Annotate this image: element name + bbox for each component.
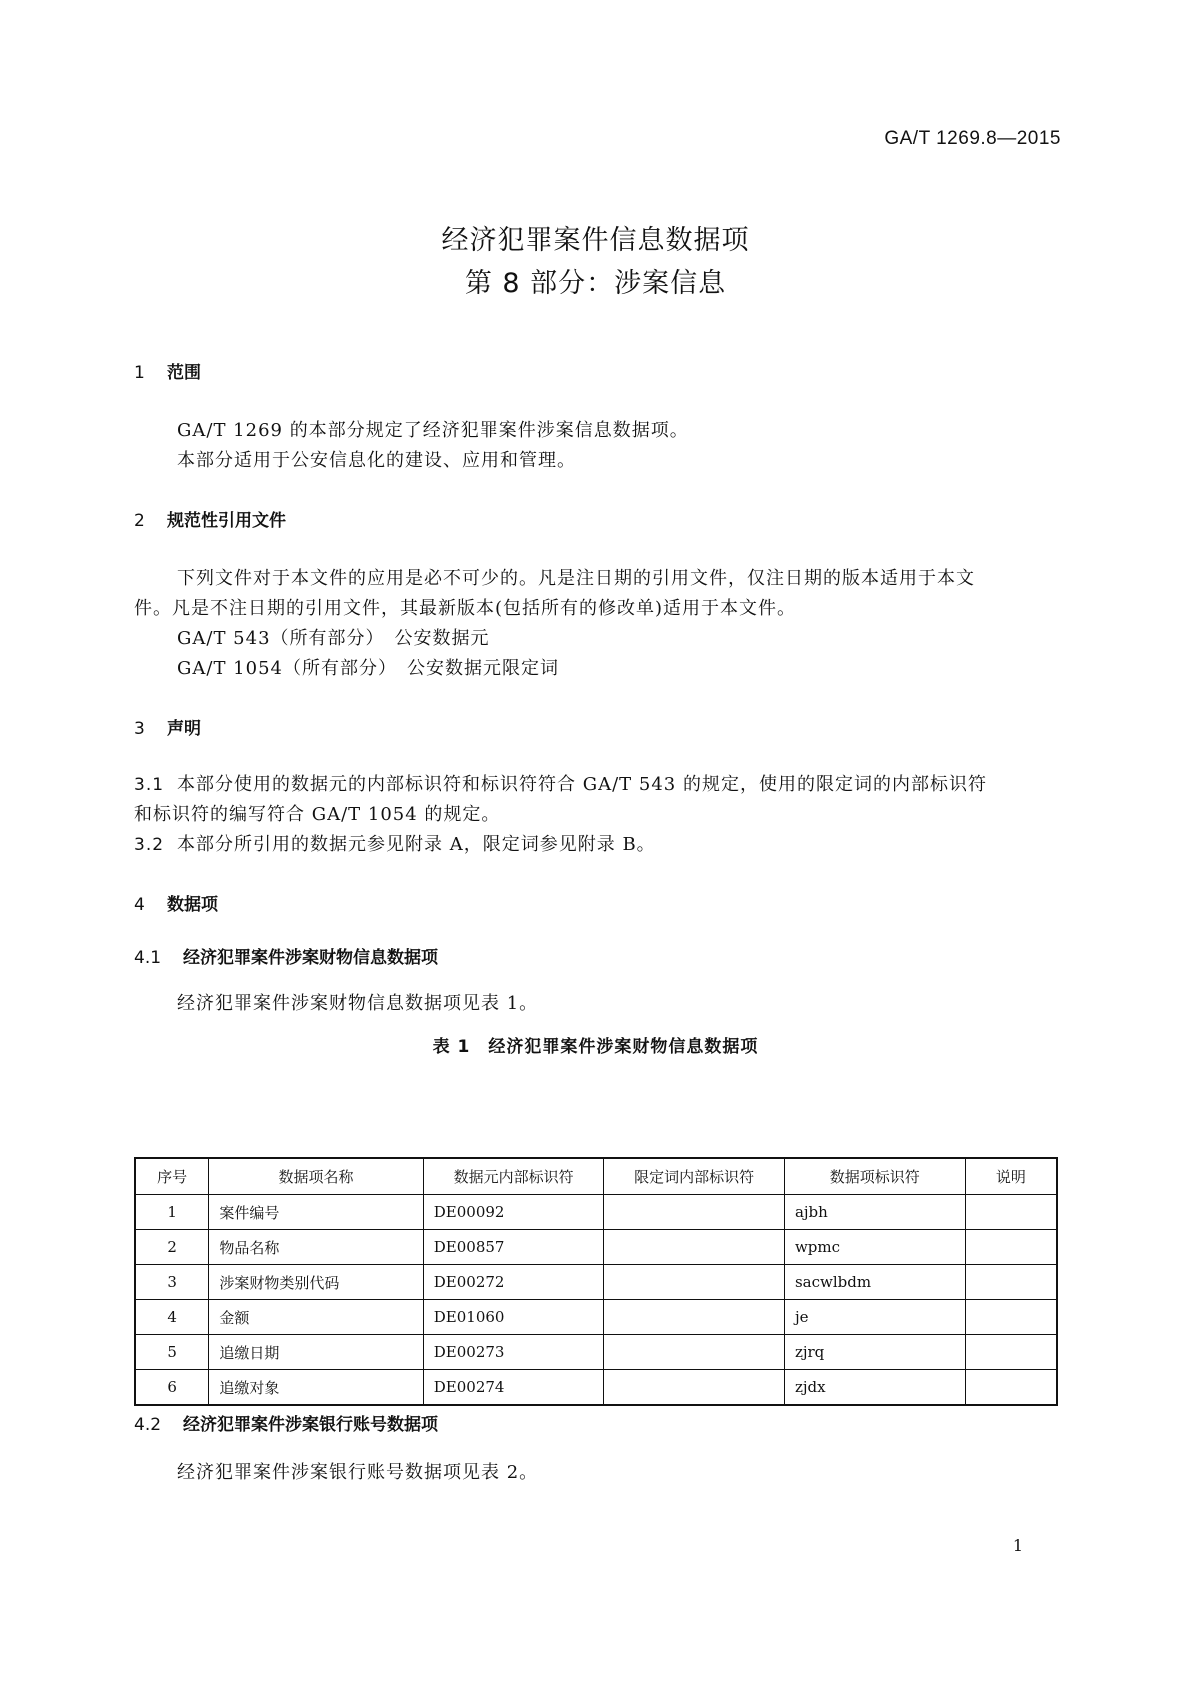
cell-qualifier-id (604, 1300, 785, 1335)
subsection-title: 经济犯罪案件涉案财物信息数据项 (183, 948, 438, 968)
cell-index: 5 (135, 1335, 209, 1370)
section-number: 4 (134, 895, 145, 915)
paragraph: GA/T 1269 的本部分规定了经济犯罪案件涉案信息数据项。 (177, 420, 689, 441)
reference-item: GA/T 1054（所有部分） 公安数据元限定词 (177, 658, 559, 679)
cell-element-id: DE01060 (423, 1300, 604, 1335)
section-title: 声明 (167, 719, 201, 739)
cell-index: 4 (135, 1300, 209, 1335)
cell-qualifier-id (604, 1195, 785, 1230)
cell-element-id: DE00272 (423, 1265, 604, 1300)
page-number: 1 (1012, 1536, 1023, 1555)
column-header: 数据项标识符 (784, 1158, 965, 1195)
clause-text: 本部分使用的数据元的内部标识符和标识符符合 GA/T 543 的规定，使用的限定词的内部标识符 (177, 774, 987, 795)
cell-note (965, 1370, 1057, 1406)
cell-qualifier-id (604, 1265, 785, 1300)
cell-element-id: DE00092 (423, 1195, 604, 1230)
cell-item-identifier: wpmc (784, 1230, 965, 1265)
cell-note (965, 1265, 1057, 1300)
cell-index: 3 (135, 1265, 209, 1300)
cell-item-identifier: ajbh (784, 1195, 965, 1230)
table-row (135, 1195, 1057, 1230)
paragraph: 经济犯罪案件涉案银行账号数据项见表 2。 (177, 1462, 539, 1483)
subsection-4-2-heading (134, 1410, 438, 1435)
table-caption: 表 1 经济犯罪案件涉案财物信息数据项 (432, 1037, 759, 1057)
clause-3-2 (134, 830, 656, 856)
cell-item-identifier: zjrq (784, 1335, 965, 1370)
cell-item-identifier: je (784, 1300, 965, 1335)
cell-item-name: 案件编号 (209, 1195, 423, 1230)
subsection-number: 4.2 (134, 1415, 162, 1435)
clause-number: 3.2 (134, 835, 165, 855)
cell-note (965, 1230, 1057, 1265)
section-title: 数据项 (167, 895, 218, 915)
cell-element-id: DE00273 (423, 1335, 604, 1370)
section-title: 规范性引用文件 (167, 511, 286, 531)
subsection-number: 4.1 (134, 948, 162, 968)
cell-item-name: 金额 (209, 1300, 423, 1335)
paragraph: 下列文件对于本文件的应用是必不可少的。凡是注日期的引用文件，仅注日期的版本适用于本文 (177, 568, 975, 589)
table-row (135, 1230, 1057, 1265)
column-header: 序号 (135, 1158, 209, 1195)
cell-index: 6 (135, 1370, 209, 1406)
clause-number: 3.1 (134, 775, 165, 795)
document-subtitle: 第 8 部分：涉案信息 (464, 268, 727, 299)
subsection-title: 经济犯罪案件涉案银行账号数据项 (183, 1415, 438, 1435)
section-1-heading (134, 358, 201, 383)
table-row (135, 1300, 1057, 1335)
table-header-row (135, 1158, 1057, 1195)
cell-index: 2 (135, 1230, 209, 1265)
cell-element-id: DE00274 (423, 1370, 604, 1406)
cell-item-identifier: sacwlbdm (784, 1265, 965, 1300)
cell-qualifier-id (604, 1335, 785, 1370)
column-header: 数据项名称 (209, 1158, 423, 1195)
cell-note (965, 1195, 1057, 1230)
subsection-4-1-heading (134, 943, 438, 968)
paragraph: 件。凡是不注日期的引用文件，其最新版本(包括所有的修改单)适用于本文件。 (134, 598, 797, 619)
clause-3-1 (134, 770, 987, 796)
cell-item-name: 物品名称 (209, 1230, 423, 1265)
section-title: 范围 (167, 363, 201, 383)
cell-qualifier-id (604, 1370, 785, 1406)
cell-note (965, 1300, 1057, 1335)
cell-note (965, 1335, 1057, 1370)
column-header: 限定词内部标识符 (604, 1158, 785, 1195)
cell-index: 1 (135, 1195, 209, 1230)
section-4-heading (134, 890, 218, 915)
cell-item-identifier: zjdx (784, 1370, 965, 1406)
paragraph: 本部分适用于公安信息化的建设、应用和管理。 (177, 450, 576, 471)
cell-qualifier-id (604, 1230, 785, 1265)
section-number: 3 (134, 719, 145, 739)
document-title: 经济犯罪案件信息数据项 (441, 225, 750, 256)
cell-item-name: 追缴日期 (209, 1335, 423, 1370)
paragraph: 和标识符的编写符合 GA/T 1054 的规定。 (134, 804, 501, 825)
table-row (135, 1370, 1057, 1406)
cell-element-id: DE00857 (423, 1230, 604, 1265)
section-3-heading (134, 714, 201, 739)
section-number: 2 (134, 511, 145, 531)
reference-item: GA/T 543（所有部分） 公安数据元 (177, 628, 490, 649)
data-items-table (134, 1157, 1058, 1406)
standard-code: GA/T 1269.8—2015 (884, 128, 1061, 149)
column-header: 数据元内部标识符 (423, 1158, 604, 1195)
column-header: 说明 (965, 1158, 1057, 1195)
cell-item-name: 涉案财物类别代码 (209, 1265, 423, 1300)
paragraph: 经济犯罪案件涉案财物信息数据项见表 1。 (177, 993, 539, 1014)
cell-item-name: 追缴对象 (209, 1370, 423, 1406)
table-row (135, 1265, 1057, 1300)
section-2-heading (134, 506, 286, 531)
clause-text: 本部分所引用的数据元参见附录 A，限定词参见附录 B。 (177, 834, 656, 855)
section-number: 1 (134, 363, 145, 383)
table-row (135, 1335, 1057, 1370)
